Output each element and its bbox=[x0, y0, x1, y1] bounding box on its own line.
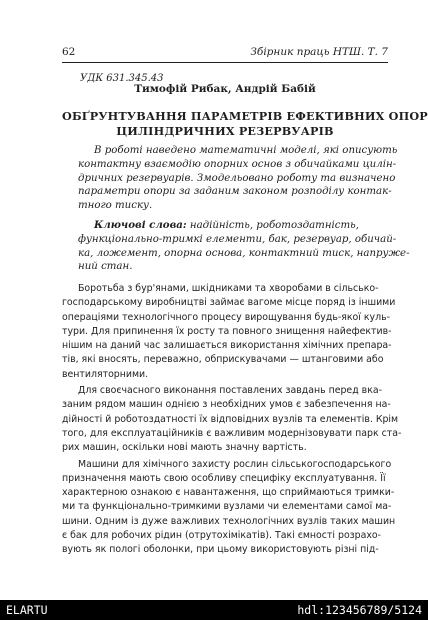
page-number: 62 bbox=[62, 46, 76, 58]
header-rule bbox=[62, 62, 388, 63]
body-line: нішим на даний час залишається використання хімічних препара- bbox=[62, 340, 392, 352]
keywords-line: ка, ложемент, опорна основа, контактний тиск, напруже- bbox=[78, 247, 410, 259]
body-line: господарському виробництві займає вагоме місце поряд із іншими bbox=[62, 297, 396, 309]
article-title bbox=[62, 109, 428, 139]
keywords-label: Ключові слова: bbox=[94, 219, 187, 231]
keywords-text: надійність, роботоздатність, bbox=[189, 220, 359, 231]
body-line: вують як пологі оболонки, при цьому використовують різні під- bbox=[62, 544, 379, 556]
repository-name: ELARTU bbox=[6, 603, 48, 617]
body-line: вентиляторними. bbox=[62, 368, 149, 380]
abstract-line: контактну взаємодію опорних основ з обичайками цилін- bbox=[78, 158, 397, 170]
running-header bbox=[62, 46, 388, 62]
handle-id: hdl:123456789/5124 bbox=[297, 603, 422, 617]
body-line: Машини для хімічного захисту рослин сільськогосподарського bbox=[78, 458, 392, 470]
body-text bbox=[62, 282, 402, 558]
repository-footer bbox=[0, 600, 428, 620]
body-line: ми та функціонально-тримкими вузлами чи елементами самої ма- bbox=[62, 501, 392, 513]
body-line: характерною ознакою є навантаження, що сприймаються тримки- bbox=[62, 487, 395, 499]
keywords-first-line bbox=[78, 219, 378, 233]
abstract-line: параметри опори за заданим законом розподілу контак- bbox=[78, 186, 392, 198]
keywords-line: функціонально-тримкі елементи, бак, резервуар, обичай- bbox=[78, 233, 397, 245]
journal-title: Збірник праць НТШ. Т. 7 bbox=[250, 46, 388, 58]
body-line: тів, які вносять, переважно, обприскувачами — штанговими або bbox=[62, 354, 384, 366]
title-line: ОБҐРУНТУВАННЯ ПАРАМЕТРІВ ЕФЕКТИВНИХ ОПОР bbox=[62, 109, 428, 123]
paragraph bbox=[62, 282, 396, 382]
body-line: рих машин, оскільки нові мають значну вартість. bbox=[62, 442, 307, 454]
body-line: операціями технологічного процесу вирощування будь-якої куль- bbox=[62, 311, 390, 323]
body-line: призначення мають свою особливу специфіку експлуатування. Її bbox=[62, 472, 386, 484]
udc-code: УДК 631.345.43 bbox=[80, 73, 164, 84]
body-line: Для своєчасного виконання поставлених завдань перед вка- bbox=[78, 385, 382, 397]
body-line: того, для експлуатаційників є важливим модернізовувати парк ста- bbox=[62, 427, 402, 439]
keywords-line: ний стан. bbox=[78, 261, 133, 273]
abstract-line: тного тиску. bbox=[78, 200, 153, 212]
body-line: тури. Для припинення їх росту та повного знищення найефектив- bbox=[62, 325, 392, 337]
paragraph bbox=[62, 458, 396, 558]
body-line: є бак для робочих рідин (отрутохімікатів). Такі ємності розрахо- bbox=[62, 530, 382, 542]
body-line: дійності й роботоздатності їх відповідних вузлів та елементів. Крім bbox=[62, 413, 399, 425]
paragraph bbox=[62, 384, 402, 455]
abstract-line: дричних резервуарів. Змодельовано роботу та визначено bbox=[78, 172, 396, 184]
body-line: Боротьба з бур'янами, шкідниками та хворобами в сільсько- bbox=[78, 283, 379, 294]
keywords bbox=[78, 219, 410, 274]
body-line: шини. Одним із дуже важливих технологічних вузлів таких машин bbox=[62, 515, 396, 527]
abstract-line: В роботі наведено математичні моделі, які описують bbox=[94, 145, 398, 156]
body-line: заним рядом машин однією з необхідних умов є забезпечення на- bbox=[62, 399, 391, 411]
title-line: ЦИЛІНДРИЧНИХ РЕЗЕРВУАРІВ bbox=[116, 124, 334, 138]
abstract bbox=[78, 144, 398, 213]
authors: Тимофій Рибак, Андрій Бабій bbox=[134, 83, 316, 95]
